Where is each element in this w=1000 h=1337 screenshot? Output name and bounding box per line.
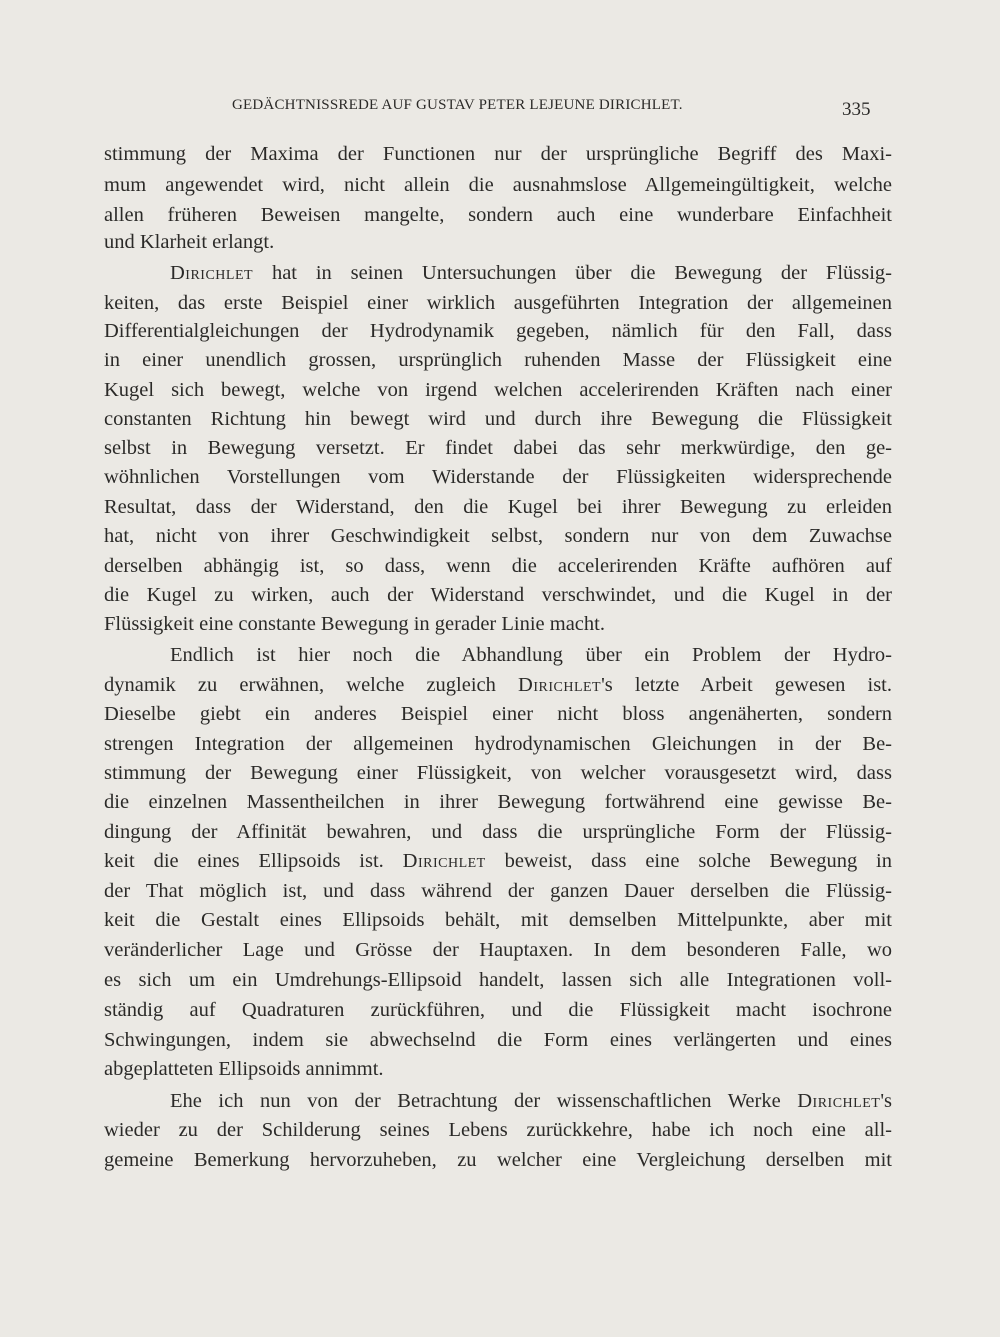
- text-line: Differentialgleichungen der Hydrodynamik gegeben, nämlich für den Fall, dass: [104, 320, 892, 342]
- text-line: hat, nicht von ihrer Geschwindigkeit selbst, sondern nur von dem Zuwachse: [104, 525, 892, 547]
- name-small-caps: Dirichlet: [402, 850, 486, 872]
- text-line: dynamik zu erwähnen, welche zugleich Dirichlet's letzte Arbeit gewesen ist.: [104, 674, 892, 696]
- text-line: constanten Richtung hin bewegt wird und durch ihre Bewegung die Flüssigkeit: [104, 408, 892, 430]
- text-line: keiten, das erste Beispiel einer wirklich ausgeführten Integration der allgemeinen: [104, 292, 892, 314]
- name-small-caps: Dirichlet: [170, 262, 254, 284]
- text-line: Resultat, dass der Widerstand, den die Kugel bei ihrer Bewegung zu erleiden: [104, 496, 892, 518]
- text-line: Ehe ich nun von der Betrachtung der wissenschaftlichen Werke Dirichlet's: [170, 1090, 892, 1112]
- text-line: abgeplatteten Ellipsoids annimmt.: [104, 1058, 384, 1080]
- text-line: wieder zu der Schilderung seines Lebens zurückkehre, habe ich noch eine all-: [104, 1119, 892, 1141]
- name-small-caps: Dirichlet: [518, 674, 602, 696]
- name-small-caps: Dirichlet: [797, 1090, 881, 1112]
- text-line: Dirichlet hat in seinen Untersuchungen über die Bewegung der Flüssig-: [170, 262, 892, 284]
- text-line: strengen Integration der allgemeinen hydrodynamischen Gleichungen in der Be-: [104, 733, 892, 755]
- text-line: und Klarheit erlangt.: [104, 231, 275, 253]
- text-line: veränderlicher Lage und Grösse der Hauptaxen. In dem besonderen Falle, wo: [104, 939, 892, 961]
- text-line: wöhnlichen Vorstellungen vom Widerstande der Flüssigkeiten widersprechende: [104, 466, 892, 488]
- text-line: mum angewendet wird, nicht allein die ausnahmslose Allgemeingültigkeit, welche: [104, 174, 892, 196]
- text-line: Dieselbe giebt ein anderes Beispiel einer nicht bloss angenäherten, sondern: [104, 703, 892, 725]
- text-line: es sich um ein Umdrehungs-Ellipsoid handelt, lassen sich alle Integrationen voll-: [104, 969, 892, 991]
- running-header: GEDÄCHTNISSREDE AUF GUSTAV PETER LEJEUNE DIRICHLET.: [232, 97, 683, 113]
- page-number: 335: [842, 99, 871, 120]
- text-line: derselben abhängig ist, so dass, wenn die accelerirenden Kräfte aufhören auf: [104, 555, 892, 577]
- text-line: Schwingungen, indem sie abwechselnd die Form eines verlängerten und eines: [104, 1029, 892, 1051]
- text-line: die Kugel zu wirken, auch der Widerstand verschwindet, und die Kugel in der: [104, 584, 892, 606]
- text-line: keit die Gestalt eines Ellipsoids behält, mit demselben Mittelpunkte, aber mit: [104, 909, 892, 931]
- text-line: in einer unendlich grossen, ursprünglich ruhenden Masse der Flüssigkeit eine: [104, 349, 892, 371]
- text-line: stimmung der Bewegung einer Flüssigkeit, von welcher vorausgesetzt wird, dass: [104, 762, 892, 784]
- text-line: Kugel sich bewegt, welche von irgend welchen accelerirenden Kräften nach einer: [104, 379, 892, 401]
- text-line: ständig auf Quadraturen zurückführen, und die Flüssigkeit macht isochrone: [104, 999, 892, 1021]
- text-line: Flüssigkeit eine constante Bewegung in gerader Linie macht.: [104, 613, 605, 635]
- text-line: selbst in Bewegung versetzt. Er findet dabei das sehr merkwürdige, den ge-: [104, 437, 892, 459]
- text-line: stimmung der Maxima der Functionen nur der ursprüngliche Begriff des Maxi-: [104, 143, 892, 165]
- text-line: dingung der Affinität bewahren, und dass die ursprüngliche Form der Flüssig-: [104, 821, 892, 843]
- text-line: der That möglich ist, und dass während der ganzen Dauer derselben die Flüssig-: [104, 880, 892, 902]
- text-line: keit die eines Ellipsoids ist. Dirichlet beweist, dass eine solche Bewegung in: [104, 850, 892, 872]
- text-line: allen früheren Beweisen mangelte, sondern auch eine wunderbare Einfachheit: [104, 204, 892, 226]
- text-line: gemeine Bemerkung hervorzuheben, zu welcher eine Vergleichung derselben mit: [104, 1149, 892, 1171]
- text-line: Endlich ist hier noch die Abhandlung über ein Problem der Hydro-: [170, 644, 892, 666]
- text-line: die einzelnen Massentheilchen in ihrer Bewegung fortwährend eine gewisse Be-: [104, 791, 892, 813]
